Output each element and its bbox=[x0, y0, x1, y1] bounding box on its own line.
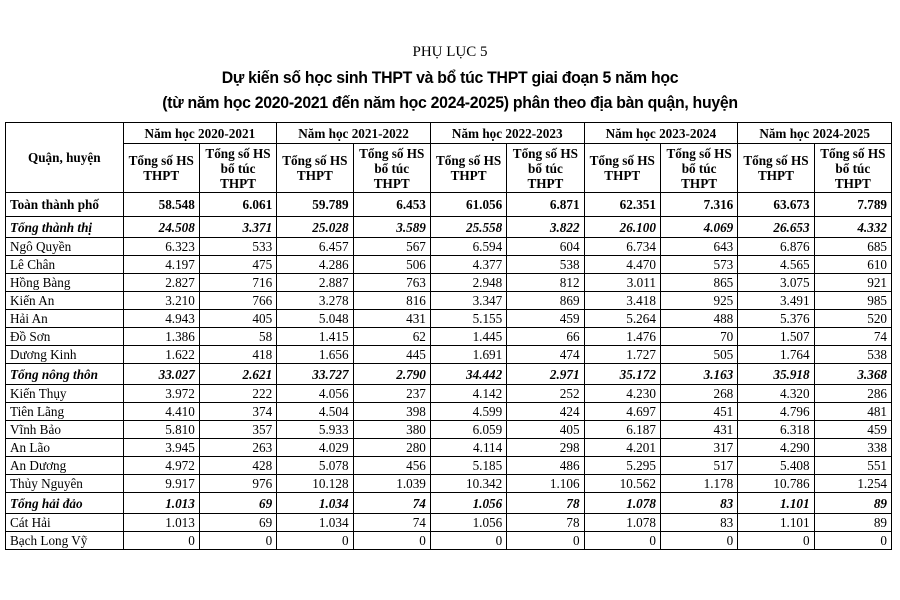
value-cell: 83 bbox=[660, 514, 737, 532]
value-cell: 643 bbox=[660, 238, 737, 256]
value-cell: 78 bbox=[507, 514, 584, 532]
value-cell: 0 bbox=[277, 532, 353, 550]
value-cell: 2.971 bbox=[507, 364, 584, 385]
value-cell: 533 bbox=[199, 238, 276, 256]
value-cell: 317 bbox=[660, 439, 737, 457]
district-name-cell: Tổng hải đảo bbox=[6, 493, 124, 514]
value-cell: 4.197 bbox=[123, 256, 199, 274]
document-subtitle: (từ năm học 2020-2021 đến năm học 2024-2025) phân theo địa bàn quận, huyện bbox=[162, 94, 738, 112]
value-cell: 567 bbox=[353, 238, 430, 256]
value-cell: 58.548 bbox=[123, 193, 199, 217]
value-cell: 252 bbox=[507, 385, 584, 403]
value-cell: 1.034 bbox=[277, 493, 353, 514]
value-cell: 4.201 bbox=[584, 439, 660, 457]
value-cell: 1.039 bbox=[353, 475, 430, 493]
value-cell: 26.653 bbox=[738, 217, 814, 238]
district-name-cell: Tiên Lãng bbox=[6, 403, 124, 421]
value-cell: 3.011 bbox=[584, 274, 660, 292]
value-cell: 1.445 bbox=[430, 328, 506, 346]
value-cell: 6.734 bbox=[584, 238, 660, 256]
value-cell: 6.187 bbox=[584, 421, 660, 439]
value-cell: 4.056 bbox=[277, 385, 353, 403]
value-cell: 338 bbox=[814, 439, 891, 457]
value-cell: 5.185 bbox=[430, 457, 506, 475]
value-cell: 2.948 bbox=[430, 274, 506, 292]
district-name-cell: Hải An bbox=[6, 310, 124, 328]
value-cell: 2.621 bbox=[199, 364, 276, 385]
table-row bbox=[6, 193, 892, 217]
value-cell: 1.691 bbox=[430, 346, 506, 364]
value-cell: 5.078 bbox=[277, 457, 353, 475]
value-cell: 538 bbox=[507, 256, 584, 274]
value-cell: 4.069 bbox=[660, 217, 737, 238]
district-name-cell: An Lão bbox=[6, 439, 124, 457]
table-body bbox=[6, 193, 892, 550]
table-row bbox=[6, 217, 892, 238]
table-row bbox=[6, 274, 892, 292]
value-cell: 35.172 bbox=[584, 364, 660, 385]
value-cell: 6.871 bbox=[507, 193, 584, 217]
value-cell: 1.415 bbox=[277, 328, 353, 346]
year-header: Năm học 2020-2021 bbox=[123, 123, 277, 144]
table-row bbox=[6, 328, 892, 346]
value-cell: 89 bbox=[814, 514, 891, 532]
district-name-cell: Lê Chân bbox=[6, 256, 124, 274]
value-cell: 2.887 bbox=[277, 274, 353, 292]
total-hs-bo-tuc-header: Tổng số HS bổ túc THPT bbox=[814, 144, 891, 193]
value-cell: 59.789 bbox=[277, 193, 353, 217]
value-cell: 74 bbox=[353, 493, 430, 514]
value-cell: 0 bbox=[814, 532, 891, 550]
value-cell: 976 bbox=[199, 475, 276, 493]
value-cell: 424 bbox=[507, 403, 584, 421]
total-hs-thpt-header: Tổng số HS THPT bbox=[277, 144, 353, 193]
year-header: Năm học 2022-2023 bbox=[430, 123, 584, 144]
value-cell: 475 bbox=[199, 256, 276, 274]
value-cell: 1.101 bbox=[738, 493, 814, 514]
value-cell: 1.386 bbox=[123, 328, 199, 346]
value-cell: 70 bbox=[660, 328, 737, 346]
value-cell: 451 bbox=[660, 403, 737, 421]
district-name-cell: Tổng nông thôn bbox=[6, 364, 124, 385]
value-cell: 10.786 bbox=[738, 475, 814, 493]
value-cell: 610 bbox=[814, 256, 891, 274]
value-cell: 7.789 bbox=[814, 193, 891, 217]
value-cell: 551 bbox=[814, 457, 891, 475]
table-row bbox=[6, 385, 892, 403]
value-cell: 1.034 bbox=[277, 514, 353, 532]
value-cell: 2.790 bbox=[353, 364, 430, 385]
value-cell: 1.013 bbox=[123, 514, 199, 532]
district-name-cell: Kiến An bbox=[6, 292, 124, 310]
value-cell: 4.142 bbox=[430, 385, 506, 403]
value-cell: 428 bbox=[199, 457, 276, 475]
value-cell: 6.318 bbox=[738, 421, 814, 439]
value-cell: 66 bbox=[507, 328, 584, 346]
value-cell: 405 bbox=[507, 421, 584, 439]
value-cell: 865 bbox=[660, 274, 737, 292]
district-name-cell: An Dương bbox=[6, 457, 124, 475]
value-cell: 3.589 bbox=[353, 217, 430, 238]
value-cell: 816 bbox=[353, 292, 430, 310]
value-cell: 4.697 bbox=[584, 403, 660, 421]
value-cell: 61.056 bbox=[430, 193, 506, 217]
table-row bbox=[6, 256, 892, 274]
total-hs-bo-tuc-header: Tổng số HS bổ túc THPT bbox=[199, 144, 276, 193]
district-name-cell: Tổng thành thị bbox=[6, 217, 124, 238]
table-row bbox=[6, 292, 892, 310]
value-cell: 1.056 bbox=[430, 514, 506, 532]
value-cell: 517 bbox=[660, 457, 737, 475]
value-cell: 685 bbox=[814, 238, 891, 256]
value-cell: 280 bbox=[353, 439, 430, 457]
value-cell: 35.918 bbox=[738, 364, 814, 385]
value-cell: 486 bbox=[507, 457, 584, 475]
value-cell: 3.418 bbox=[584, 292, 660, 310]
value-cell: 4.470 bbox=[584, 256, 660, 274]
district-name-cell: Thủy Nguyên bbox=[6, 475, 124, 493]
district-name-cell: Đồ Sơn bbox=[6, 328, 124, 346]
value-cell: 763 bbox=[353, 274, 430, 292]
value-cell: 24.508 bbox=[123, 217, 199, 238]
value-cell: 5.933 bbox=[277, 421, 353, 439]
value-cell: 405 bbox=[199, 310, 276, 328]
value-cell: 4.286 bbox=[277, 256, 353, 274]
value-cell: 6.876 bbox=[738, 238, 814, 256]
value-cell: 6.457 bbox=[277, 238, 353, 256]
total-hs-thpt-header: Tổng số HS THPT bbox=[738, 144, 814, 193]
value-cell: 286 bbox=[814, 385, 891, 403]
year-header: Năm học 2024-2025 bbox=[738, 123, 892, 144]
value-cell: 10.342 bbox=[430, 475, 506, 493]
value-cell: 4.796 bbox=[738, 403, 814, 421]
value-cell: 69 bbox=[199, 493, 276, 514]
district-name-cell: Hồng Bàng bbox=[6, 274, 124, 292]
table-row bbox=[6, 514, 892, 532]
value-cell: 1.078 bbox=[584, 493, 660, 514]
value-cell: 0 bbox=[199, 532, 276, 550]
value-cell: 89 bbox=[814, 493, 891, 514]
value-cell: 506 bbox=[353, 256, 430, 274]
district-name-cell: Vĩnh Bảo bbox=[6, 421, 124, 439]
value-cell: 74 bbox=[353, 514, 430, 532]
value-cell: 4.410 bbox=[123, 403, 199, 421]
value-cell: 298 bbox=[507, 439, 584, 457]
value-cell: 3.945 bbox=[123, 439, 199, 457]
value-cell: 538 bbox=[814, 346, 891, 364]
value-cell: 431 bbox=[353, 310, 430, 328]
value-cell: 1.476 bbox=[584, 328, 660, 346]
value-cell: 1.656 bbox=[277, 346, 353, 364]
value-cell: 5.408 bbox=[738, 457, 814, 475]
value-cell: 3.491 bbox=[738, 292, 814, 310]
value-cell: 3.347 bbox=[430, 292, 506, 310]
value-cell: 69 bbox=[199, 514, 276, 532]
value-cell: 58 bbox=[199, 328, 276, 346]
value-cell: 374 bbox=[199, 403, 276, 421]
value-cell: 6.453 bbox=[353, 193, 430, 217]
value-cell: 456 bbox=[353, 457, 430, 475]
value-cell: 10.562 bbox=[584, 475, 660, 493]
value-cell: 4.972 bbox=[123, 457, 199, 475]
value-cell: 0 bbox=[430, 532, 506, 550]
value-cell: 459 bbox=[507, 310, 584, 328]
district-name-cell: Dương Kinh bbox=[6, 346, 124, 364]
table-row bbox=[6, 403, 892, 421]
value-cell: 10.128 bbox=[277, 475, 353, 493]
value-cell: 4.332 bbox=[814, 217, 891, 238]
value-cell: 26.100 bbox=[584, 217, 660, 238]
value-cell: 481 bbox=[814, 403, 891, 421]
year-header: Năm học 2023-2024 bbox=[584, 123, 738, 144]
value-cell: 33.727 bbox=[277, 364, 353, 385]
value-cell: 925 bbox=[660, 292, 737, 310]
value-cell: 4.599 bbox=[430, 403, 506, 421]
appendix-label: PHỤ LỤC 5 bbox=[412, 44, 488, 60]
total-hs-thpt-header: Tổng số HS THPT bbox=[123, 144, 199, 193]
value-cell: 1.622 bbox=[123, 346, 199, 364]
district-name-cell: Bạch Long Vỹ bbox=[6, 532, 124, 550]
value-cell: 520 bbox=[814, 310, 891, 328]
value-cell: 63.673 bbox=[738, 193, 814, 217]
value-cell: 1.727 bbox=[584, 346, 660, 364]
value-cell: 4.230 bbox=[584, 385, 660, 403]
value-cell: 6.061 bbox=[199, 193, 276, 217]
value-cell: 5.295 bbox=[584, 457, 660, 475]
value-cell: 1.013 bbox=[123, 493, 199, 514]
value-cell: 1.764 bbox=[738, 346, 814, 364]
value-cell: 1.101 bbox=[738, 514, 814, 532]
total-hs-bo-tuc-header: Tổng số HS bổ túc THPT bbox=[353, 144, 430, 193]
value-cell: 3.278 bbox=[277, 292, 353, 310]
table-row bbox=[6, 421, 892, 439]
value-cell: 0 bbox=[738, 532, 814, 550]
value-cell: 1.254 bbox=[814, 475, 891, 493]
value-cell: 0 bbox=[507, 532, 584, 550]
table-row bbox=[6, 364, 892, 385]
value-cell: 9.917 bbox=[123, 475, 199, 493]
value-cell: 1.507 bbox=[738, 328, 814, 346]
student-projection-table bbox=[5, 122, 892, 550]
table-row bbox=[6, 532, 892, 550]
value-cell: 3.972 bbox=[123, 385, 199, 403]
value-cell: 5.048 bbox=[277, 310, 353, 328]
value-cell: 4.377 bbox=[430, 256, 506, 274]
value-cell: 5.155 bbox=[430, 310, 506, 328]
district-name-cell: Kiến Thụy bbox=[6, 385, 124, 403]
value-cell: 3.368 bbox=[814, 364, 891, 385]
value-cell: 474 bbox=[507, 346, 584, 364]
value-cell: 3.210 bbox=[123, 292, 199, 310]
table-row bbox=[6, 475, 892, 493]
value-cell: 263 bbox=[199, 439, 276, 457]
value-cell: 25.558 bbox=[430, 217, 506, 238]
table-row bbox=[6, 346, 892, 364]
sub-header-row bbox=[6, 144, 892, 193]
table-row bbox=[6, 238, 892, 256]
value-cell: 4.943 bbox=[123, 310, 199, 328]
value-cell: 62.351 bbox=[584, 193, 660, 217]
value-cell: 459 bbox=[814, 421, 891, 439]
value-cell: 985 bbox=[814, 292, 891, 310]
value-cell: 0 bbox=[353, 532, 430, 550]
district-column-header: Quận, huyện bbox=[6, 123, 124, 193]
table-row bbox=[6, 310, 892, 328]
year-header: Năm học 2021-2022 bbox=[277, 123, 431, 144]
value-cell: 25.028 bbox=[277, 217, 353, 238]
document-title: Dự kiến số học sinh THPT và bổ túc THPT giai đoạn 5 năm học bbox=[221, 69, 679, 87]
value-cell: 6.059 bbox=[430, 421, 506, 439]
value-cell: 33.027 bbox=[123, 364, 199, 385]
value-cell: 34.442 bbox=[430, 364, 506, 385]
total-hs-thpt-header: Tổng số HS THPT bbox=[584, 144, 660, 193]
value-cell: 604 bbox=[507, 238, 584, 256]
value-cell: 5.810 bbox=[123, 421, 199, 439]
value-cell: 237 bbox=[353, 385, 430, 403]
total-hs-bo-tuc-header: Tổng số HS bổ túc THPT bbox=[660, 144, 737, 193]
value-cell: 4.029 bbox=[277, 439, 353, 457]
value-cell: 1.078 bbox=[584, 514, 660, 532]
value-cell: 869 bbox=[507, 292, 584, 310]
total-hs-thpt-header: Tổng số HS THPT bbox=[430, 144, 506, 193]
total-hs-bo-tuc-header: Tổng số HS bổ túc THPT bbox=[507, 144, 584, 193]
value-cell: 4.320 bbox=[738, 385, 814, 403]
value-cell: 2.827 bbox=[123, 274, 199, 292]
value-cell: 573 bbox=[660, 256, 737, 274]
value-cell: 62 bbox=[353, 328, 430, 346]
value-cell: 418 bbox=[199, 346, 276, 364]
value-cell: 1.178 bbox=[660, 475, 737, 493]
value-cell: 4.504 bbox=[277, 403, 353, 421]
table-row bbox=[6, 457, 892, 475]
value-cell: 812 bbox=[507, 274, 584, 292]
value-cell: 3.822 bbox=[507, 217, 584, 238]
value-cell: 380 bbox=[353, 421, 430, 439]
value-cell: 83 bbox=[660, 493, 737, 514]
value-cell: 357 bbox=[199, 421, 276, 439]
value-cell: 4.290 bbox=[738, 439, 814, 457]
value-cell: 488 bbox=[660, 310, 737, 328]
value-cell: 1.056 bbox=[430, 493, 506, 514]
district-name-cell: Ngô Quyền bbox=[6, 238, 124, 256]
value-cell: 505 bbox=[660, 346, 737, 364]
value-cell: 4.114 bbox=[430, 439, 506, 457]
value-cell: 6.594 bbox=[430, 238, 506, 256]
value-cell: 74 bbox=[814, 328, 891, 346]
value-cell: 445 bbox=[353, 346, 430, 364]
value-cell: 78 bbox=[507, 493, 584, 514]
value-cell: 5.376 bbox=[738, 310, 814, 328]
district-name-cell: Cát Hải bbox=[6, 514, 124, 532]
value-cell: 398 bbox=[353, 403, 430, 421]
value-cell: 3.371 bbox=[199, 217, 276, 238]
value-cell: 5.264 bbox=[584, 310, 660, 328]
value-cell: 1.106 bbox=[507, 475, 584, 493]
value-cell: 921 bbox=[814, 274, 891, 292]
value-cell: 3.075 bbox=[738, 274, 814, 292]
value-cell: 222 bbox=[199, 385, 276, 403]
value-cell: 4.565 bbox=[738, 256, 814, 274]
table-row bbox=[6, 493, 892, 514]
value-cell: 268 bbox=[660, 385, 737, 403]
year-header-row bbox=[6, 123, 892, 144]
table-row bbox=[6, 439, 892, 457]
value-cell: 716 bbox=[199, 274, 276, 292]
value-cell: 3.163 bbox=[660, 364, 737, 385]
value-cell: 431 bbox=[660, 421, 737, 439]
value-cell: 0 bbox=[584, 532, 660, 550]
value-cell: 0 bbox=[660, 532, 737, 550]
value-cell: 766 bbox=[199, 292, 276, 310]
value-cell: 6.323 bbox=[123, 238, 199, 256]
district-name-cell: Toàn thành phố bbox=[6, 193, 124, 217]
value-cell: 7.316 bbox=[660, 193, 737, 217]
value-cell: 0 bbox=[123, 532, 199, 550]
